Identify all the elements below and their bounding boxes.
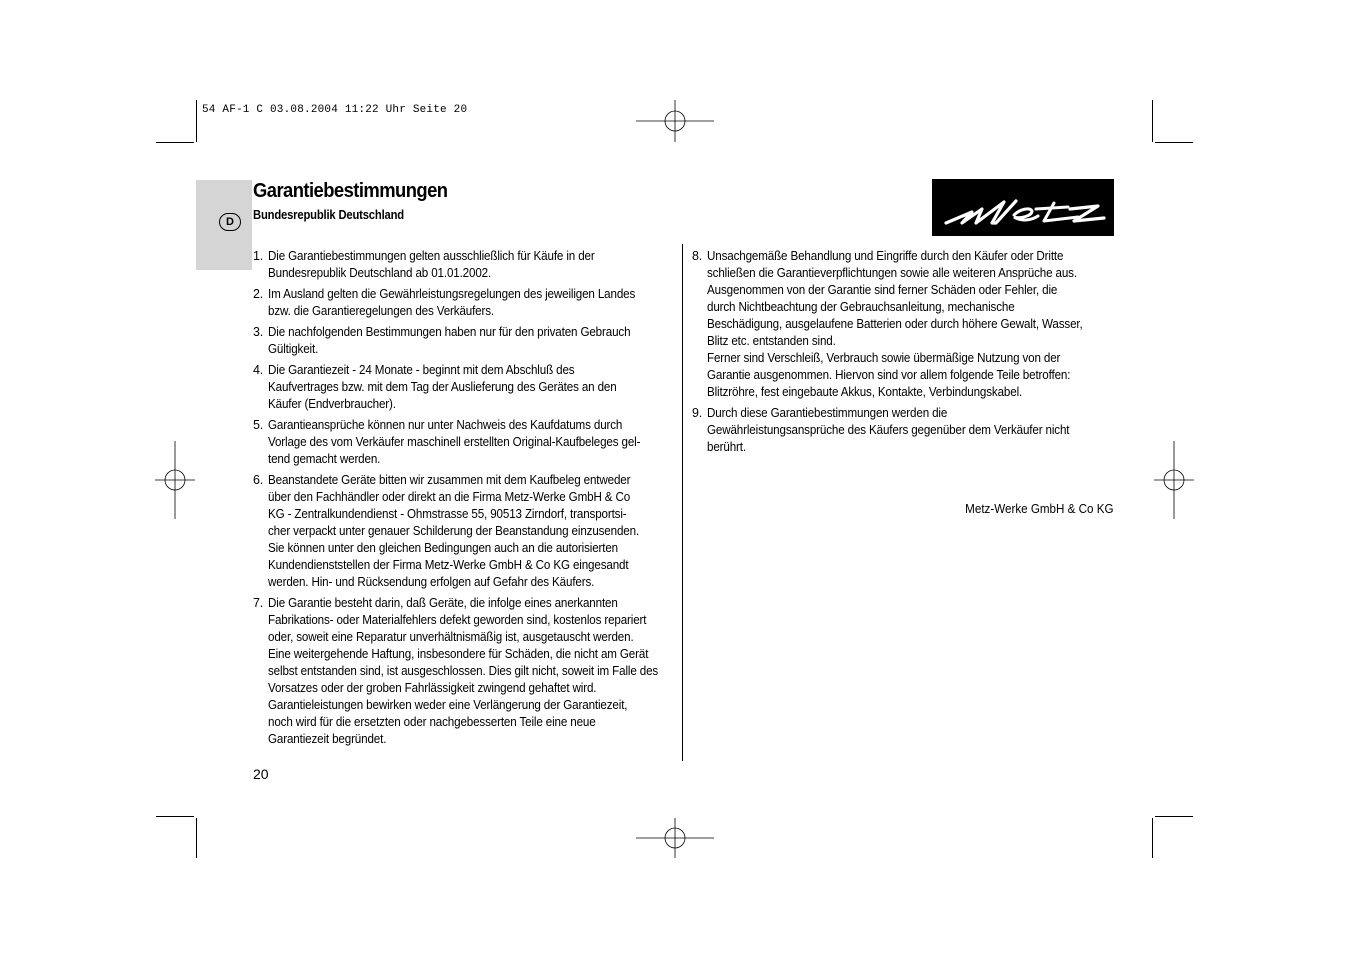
list-item-line: durch Nichtbeachtung der Gebrauchsanleitung, mechanische [707, 300, 1015, 314]
list-item-line: Vorlage des vom Verkäufer maschinell erstellten Original-Kaufbeleges gel- [268, 435, 641, 449]
list-item [253, 324, 673, 358]
list-item-line: Blitzröhre, fest eingebaute Akkus, Kontakte, Verbindungskabel. [707, 385, 1023, 399]
language-tab [196, 180, 252, 270]
list-item-line: Die Garantie besteht darin, daß Geräte, die infolge eines anerkannten [268, 596, 618, 610]
list-item [253, 286, 673, 320]
list-item-line: Garantiezeit begründet. [268, 732, 387, 746]
list-item-number: 9. [692, 406, 703, 420]
list-item-line: Käufer (Endverbraucher). [268, 397, 396, 411]
list-item-line: tend gemacht werden. [268, 452, 381, 466]
list-item-line: Garantieleistungen bewirken weder eine Verlängerung der Garantiezeit, [268, 698, 628, 712]
list-item-line: Ausgenommen von der Garantie sind ferner Schäden oder Fehler, die [707, 283, 1058, 297]
metz-logo [932, 179, 1114, 236]
list-item [253, 417, 673, 468]
registration-mark-top-icon [636, 100, 714, 142]
list-item-line: Durch diese Garantiebestimmungen werden die [707, 406, 948, 420]
list-item-number: 3. [253, 325, 264, 339]
list-item [253, 362, 673, 413]
page-number: 20 [253, 766, 269, 782]
list-item-line: Gewährleistungsansprüche des Käufers gegenüber dem Verkäufer nicht [707, 423, 1070, 437]
crop-mark-bl-v [196, 818, 197, 858]
right-column [692, 248, 1116, 460]
list-item-line: bzw. die Garantieregelungen des Verkäufers. [268, 304, 495, 318]
list-item-line: werden. Hin- und Rücksendung erfolgen auf Gefahr des Käufers. [268, 575, 595, 589]
crop-mark-tr-v [1152, 100, 1153, 142]
list-item-line: Die Garantiezeit - 24 Monate - beginnt mit dem Abschluß des [268, 363, 575, 377]
metz-logo-icon [932, 179, 1114, 236]
print-slug-line: 54 AF-1 C 03.08.2004 11:22 Uhr Seite 20 [202, 104, 468, 116]
list-item-line: selbst entstanden sind, ist ausgeschlossen. Dies gilt nicht, soweit im Falle des [268, 664, 659, 678]
crop-mark-tl-v [196, 100, 197, 142]
list-item [253, 248, 673, 282]
list-item [253, 595, 673, 748]
list-item [692, 248, 1116, 401]
list-item-line: Vorsatzes oder der groben Fahrlässigkeit zwingend gehaftet wird. [268, 681, 597, 695]
list-item-number: 7. [253, 596, 264, 610]
left-column [253, 248, 673, 752]
list-item-line: Beanstandete Geräte bitten wir zusammen mit dem Kaufbeleg entweder [268, 473, 631, 487]
list-item-line: noch wird für die ersetzten oder nachgebesserten Teile eine neue [268, 715, 596, 729]
list-item-number: 8. [692, 249, 703, 263]
crop-mark-br-h [1155, 816, 1193, 817]
list-item-number: 5. [253, 418, 264, 432]
crop-mark-tr-h [1155, 142, 1193, 143]
list-item-line: schließen die Garantieverpflichtungen sowie alle weiteren Ansprüche aus. [707, 266, 1077, 280]
list-item-line: Die Garantiebestimmungen gelten ausschließlich für Käufe in der [268, 249, 595, 263]
list-item-line: Fabrikations- oder Materialfehlers defekt geworden sind, kostenlos repariert [268, 613, 647, 627]
list-item-line: Sie können unter den gleichen Bedingungen auch an die autorisierten [268, 541, 619, 555]
list-item-line: Im Ausland gelten die Gewährleistungsregelungen des jeweiligen Landes [268, 287, 636, 301]
list-item-line: Beschädigung, ausgelaufene Batterien oder durch höhere Gewalt, Wasser, [707, 317, 1083, 331]
column-divider [682, 244, 683, 761]
list-item-number: 2. [253, 287, 264, 301]
list-item-line: Unsachgemäße Behandlung und Eingriffe durch den Käufer oder Dritte [707, 249, 1064, 263]
list-item-line: Kaufvertrages bzw. mit dem Tag der Auslieferung des Gerätes an den [268, 380, 617, 394]
list-item-line: oder, soweit eine Reparatur unverhältnismäßig ist, ausgetauscht werden. [268, 630, 634, 644]
list-item-line: Kundendienststellen der Firma Metz-Werke GmbH & Co KG eingesandt [268, 558, 629, 572]
list-item-number: 1. [253, 249, 264, 263]
list-item-line: Bundesrepublik Deutschland ab 01.01.2002. [268, 266, 492, 280]
list-item-number: 4. [253, 363, 264, 377]
list-item [692, 405, 1116, 456]
page-title: Garantiebestimmungen [253, 180, 448, 202]
registration-mark-bottom-icon [636, 818, 714, 858]
list-item [253, 472, 673, 591]
language-badge: D [219, 213, 241, 231]
crop-mark-bl-h [156, 816, 194, 817]
page-subtitle: Bundesrepublik Deutschland [253, 208, 404, 222]
list-item-line: Die nachfolgenden Bestimmungen haben nur für den privaten Gebrauch [268, 325, 631, 339]
signature [900, 502, 1114, 516]
list-item-number: 6. [253, 473, 264, 487]
list-item-line: Ferner sind Verschleiß, Verbrauch sowie übermäßige Nutzung von der [707, 351, 1061, 365]
crop-mark-tl-h [156, 142, 194, 143]
list-item-line: KG - Zentralkundendienst - Ohmstrasse 55, 90513 Zirndorf, transportsi- [268, 507, 627, 521]
list-item-line: Eine weitergehende Haftung, insbesondere für Schäden, die nicht am Gerät [268, 647, 649, 661]
list-item-line: über den Fachhändler oder direkt an die Firma Metz-Werke GmbH & Co [268, 490, 631, 504]
crop-mark-br-v [1152, 818, 1153, 858]
registration-mark-right-icon [1154, 441, 1194, 519]
registration-mark-left-icon [155, 441, 195, 519]
list-item-line: Garantie ausgenommen. Hiervon sind vor allem folgende Teile betroffen: [707, 368, 1071, 382]
list-item-line: Blitz etc. entstanden sind. [707, 334, 836, 348]
list-item-line: cher verpackt unter genauer Schilderung der Beanstandung einzusenden. [268, 524, 640, 538]
list-item-line: berührt. [707, 440, 746, 454]
list-item-line: Gültigkeit. [268, 342, 319, 356]
list-item-line: Garantieansprüche können nur unter Nachweis des Kaufdatums durch [268, 418, 623, 432]
signature-text: Metz-Werke GmbH & Co KG [965, 502, 1114, 516]
